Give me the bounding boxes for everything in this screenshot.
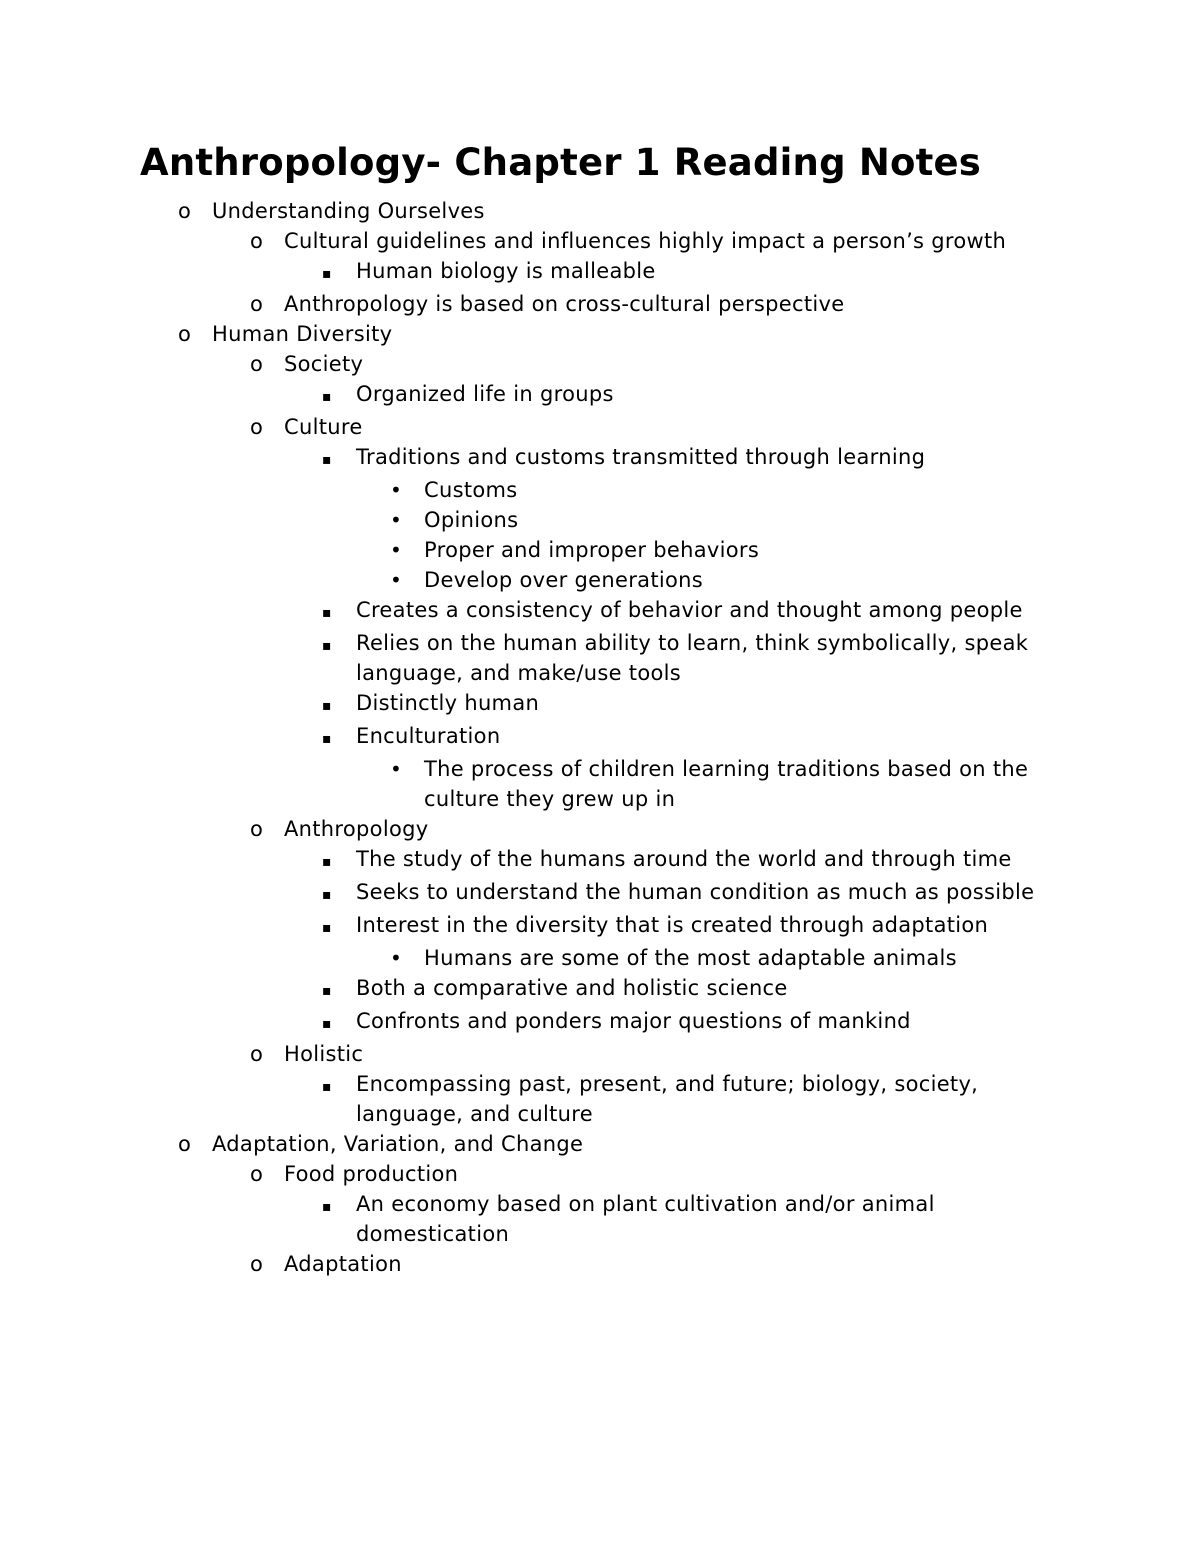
list-item	[140, 943, 1052, 973]
list-item-text: Culture	[284, 415, 363, 440]
list-item-text: Customs	[424, 478, 518, 503]
bullet-marker: •	[390, 508, 403, 533]
bullet-marker: ▪	[322, 1016, 332, 1033]
bullet-marker: o	[178, 1132, 192, 1157]
list-item-text: Holistic	[284, 1042, 364, 1067]
bullet-marker: o	[178, 322, 192, 347]
list-item-text: Opinions	[424, 508, 519, 533]
list-item-text: Relies on the human ability to learn, think symbolically, speak language, and make/use tools	[356, 631, 1029, 686]
bullet-marker: o	[250, 292, 264, 317]
bullet-marker: o	[250, 229, 264, 254]
list-item	[140, 1249, 1052, 1279]
list-item-text: The study of the humans around the world and through time	[356, 847, 1012, 872]
list-item-text: Enculturation	[356, 724, 501, 749]
bullet-marker: ▪	[322, 389, 332, 406]
list-item	[140, 535, 1052, 565]
bullet-marker: o	[250, 415, 264, 440]
list-item-text: Adaptation, Variation, and Change	[212, 1132, 584, 1157]
bullet-marker: ▪	[322, 1079, 332, 1096]
list-item	[140, 1189, 1052, 1249]
list-item	[140, 595, 1052, 628]
bullet-marker: •	[390, 757, 403, 782]
list-item	[140, 1069, 1052, 1129]
list-item-text: Proper and improper behaviors	[424, 538, 760, 563]
list-item	[140, 379, 1052, 412]
list-item-text: Encompassing past, present, and future; biology, society, language, and culture	[356, 1072, 979, 1127]
list-item-text: Seeks to understand the human condition as much as possible	[356, 880, 1035, 905]
list-item-text: Food production	[284, 1162, 459, 1187]
list-item-text: Distinctly human	[356, 691, 540, 716]
list-item	[140, 349, 1052, 379]
list-item-text: Anthropology	[284, 817, 429, 842]
bullet-marker: o	[250, 352, 264, 377]
list-item	[140, 973, 1052, 1006]
list-item-text: The process of children learning traditions based on the culture they grew up in	[424, 757, 1029, 812]
notes-list	[140, 196, 1052, 1279]
bullet-marker: ▪	[322, 1199, 332, 1216]
list-item	[140, 226, 1052, 256]
list-item	[140, 1039, 1052, 1069]
bullet-marker: •	[390, 538, 403, 563]
list-item	[140, 505, 1052, 535]
list-item	[140, 1159, 1052, 1189]
list-item	[140, 688, 1052, 721]
bullet-marker: ▪	[322, 638, 332, 655]
list-item	[140, 1006, 1052, 1039]
list-item-text: Society	[284, 352, 364, 377]
page-title: Anthropology- Chapter 1 Reading Notes	[140, 141, 982, 184]
bullet-marker: o	[250, 817, 264, 842]
list-item-text: An economy based on plant cultivation and/or animal domestication	[356, 1192, 935, 1247]
list-item-text: Organized life in groups	[356, 382, 614, 407]
list-item	[140, 814, 1052, 844]
list-item	[140, 754, 1052, 814]
list-item	[140, 877, 1052, 910]
bullet-marker: o	[178, 199, 192, 224]
bullet-marker: ▪	[322, 698, 332, 715]
list-item-text: Traditions and customs transmitted through learning	[356, 445, 926, 470]
list-item-text: Understanding Ourselves	[212, 199, 485, 224]
list-item-text: Interest in the diversity that is created through adaptation	[356, 913, 989, 938]
bullet-marker: ▪	[322, 854, 332, 871]
list-item	[140, 256, 1052, 289]
bullet-marker: ▪	[322, 266, 332, 283]
list-item	[140, 196, 1052, 226]
list-item-text: Confronts and ponders major questions of mankind	[356, 1009, 911, 1034]
list-item	[140, 442, 1052, 475]
list-item-text: Anthropology is based on cross-cultural perspective	[284, 292, 845, 317]
list-item	[140, 844, 1052, 877]
list-item-text: Humans are some of the most adaptable animals	[424, 946, 957, 971]
bullet-marker: o	[250, 1252, 264, 1277]
bullet-marker: ▪	[322, 452, 332, 469]
bullet-marker: •	[390, 478, 403, 503]
list-item-text: Human Diversity	[212, 322, 393, 347]
bullet-marker: o	[250, 1162, 264, 1187]
list-item-text: Adaptation	[284, 1252, 402, 1277]
bullet-marker: o	[250, 1042, 264, 1067]
list-item-text: Both a comparative and holistic science	[356, 976, 788, 1001]
bullet-marker: ▪	[322, 983, 332, 1000]
bullet-marker: •	[390, 946, 403, 971]
list-item	[140, 721, 1052, 754]
list-item	[140, 910, 1052, 943]
list-item-text: Human biology is malleable	[356, 259, 656, 284]
list-item-text: Develop over generations	[424, 568, 703, 593]
list-item-text: Creates a consistency of behavior and thought among people	[356, 598, 1023, 623]
bullet-marker: ▪	[322, 731, 332, 748]
bullet-marker: ▪	[322, 887, 332, 904]
list-item	[140, 565, 1052, 595]
list-item	[140, 628, 1052, 688]
bullet-marker: ▪	[322, 605, 332, 622]
list-item	[140, 289, 1052, 319]
bullet-marker: ▪	[322, 920, 332, 937]
list-item	[140, 1129, 1052, 1159]
list-item-text: Cultural guidelines and influences highly impact a person’s growth	[284, 229, 1007, 254]
list-item	[140, 412, 1052, 442]
list-item	[140, 319, 1052, 349]
bullet-marker: •	[390, 568, 403, 593]
list-item	[140, 475, 1052, 505]
